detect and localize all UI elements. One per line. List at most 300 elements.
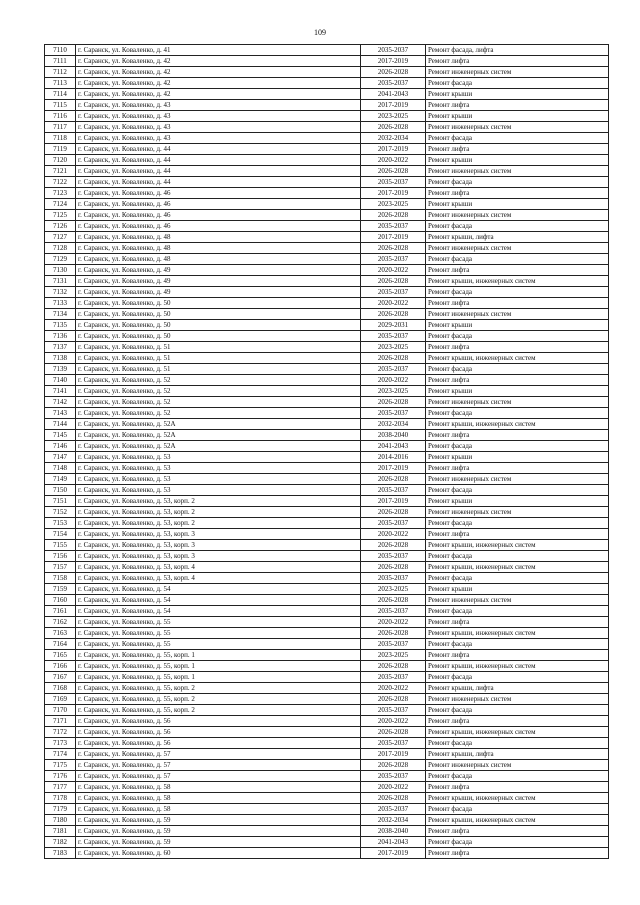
period-cell: 2023-2025 xyxy=(361,584,426,595)
row-number-cell: 7177 xyxy=(45,782,76,793)
period-cell: 2026-2028 xyxy=(361,661,426,672)
row-number-cell: 7156 xyxy=(45,551,76,562)
work-type-cell: Ремонт инженерных систем xyxy=(426,694,609,705)
work-type-cell: Ремонт фасада xyxy=(426,408,609,419)
period-cell: 2026-2028 xyxy=(361,67,426,78)
row-number-cell: 7152 xyxy=(45,507,76,518)
period-cell: 2020-2022 xyxy=(361,375,426,386)
row-number-cell: 7119 xyxy=(45,144,76,155)
row-number-cell: 7112 xyxy=(45,67,76,78)
address-cell: г. Саранск, ул. Коваленко, д. 58 xyxy=(76,804,361,815)
table-row xyxy=(45,595,609,606)
table-row xyxy=(45,760,609,771)
row-number-cell: 7149 xyxy=(45,474,76,485)
address-cell: г. Саранск, ул. Коваленко, д. 51 xyxy=(76,342,361,353)
address-cell: г. Саранск, ул. Коваленко, д. 44 xyxy=(76,155,361,166)
period-cell: 2020-2022 xyxy=(361,155,426,166)
address-cell: г. Саранск, ул. Коваленко, д. 54 xyxy=(76,606,361,617)
work-type-cell: Ремонт крыши xyxy=(426,386,609,397)
period-cell: 2023-2025 xyxy=(361,386,426,397)
work-type-cell: Ремонт лифта xyxy=(426,144,609,155)
address-cell: г. Саранск, ул. Коваленко, д. 55, корп. 2 xyxy=(76,694,361,705)
work-type-cell: Ремонт инженерных систем xyxy=(426,397,609,408)
address-cell: г. Саранск, ул. Коваленко, д. 58 xyxy=(76,793,361,804)
address-cell: г. Саранск, ул. Коваленко, д. 48 xyxy=(76,254,361,265)
address-cell: г. Саранск, ул. Коваленко, д. 46 xyxy=(76,221,361,232)
work-type-cell: Ремонт крыши, инженерных систем xyxy=(426,628,609,639)
period-cell: 2023-2025 xyxy=(361,111,426,122)
table-row xyxy=(45,683,609,694)
address-cell: г. Саранск, ул. Коваленко, д. 55, корп. 1 xyxy=(76,650,361,661)
row-number-cell: 7180 xyxy=(45,815,76,826)
row-number-cell: 7174 xyxy=(45,749,76,760)
address-cell: г. Саранск, ул. Коваленко, д. 43 xyxy=(76,122,361,133)
address-cell: г. Саранск, ул. Коваленко, д. 53 xyxy=(76,463,361,474)
table-row xyxy=(45,408,609,419)
row-number-cell: 7125 xyxy=(45,210,76,221)
row-number-cell: 7161 xyxy=(45,606,76,617)
table-row xyxy=(45,331,609,342)
work-type-cell: Ремонт лифта xyxy=(426,650,609,661)
address-cell: г. Саранск, ул. Коваленко, д. 51 xyxy=(76,364,361,375)
work-type-cell: Ремонт лифта xyxy=(426,826,609,837)
period-cell: 2035-2037 xyxy=(361,177,426,188)
work-type-cell: Ремонт крыши, инженерных систем xyxy=(426,661,609,672)
work-type-cell: Ремонт крыши, инженерных систем xyxy=(426,419,609,430)
row-number-cell: 7163 xyxy=(45,628,76,639)
work-type-cell: Ремонт фасада xyxy=(426,705,609,716)
period-cell: 2026-2028 xyxy=(361,309,426,320)
address-cell: г. Саранск, ул. Коваленко, д. 53, корп. 2 xyxy=(76,507,361,518)
work-type-cell: Ремонт лифта xyxy=(426,56,609,67)
period-cell: 2026-2028 xyxy=(361,562,426,573)
work-type-cell: Ремонт фасада xyxy=(426,606,609,617)
period-cell: 2020-2022 xyxy=(361,617,426,628)
address-cell: г. Саранск, ул. Коваленко, д. 57 xyxy=(76,771,361,782)
work-type-cell: Ремонт фасада xyxy=(426,738,609,749)
work-type-cell: Ремонт лифта xyxy=(426,375,609,386)
table-row xyxy=(45,540,609,551)
table-row xyxy=(45,562,609,573)
address-cell: г. Саранск, ул. Коваленко, д. 59 xyxy=(76,837,361,848)
address-cell: г. Саранск, ул. Коваленко, д. 48 xyxy=(76,243,361,254)
table-row xyxy=(45,672,609,683)
address-cell: г. Саранск, ул. Коваленко, д. 55, корп. 2 xyxy=(76,683,361,694)
address-cell: г. Саранск, ул. Коваленко, д. 46 xyxy=(76,188,361,199)
row-number-cell: 7136 xyxy=(45,331,76,342)
row-number-cell: 7110 xyxy=(45,45,76,56)
table-row xyxy=(45,661,609,672)
row-number-cell: 7123 xyxy=(45,188,76,199)
table-row xyxy=(45,584,609,595)
period-cell: 2023-2025 xyxy=(361,650,426,661)
address-cell: г. Саранск, ул. Коваленко, д. 53, корп. 3 xyxy=(76,551,361,562)
address-cell: г. Саранск, ул. Коваленко, д. 42 xyxy=(76,78,361,89)
row-number-cell: 7138 xyxy=(45,353,76,364)
work-type-cell: Ремонт фасада xyxy=(426,177,609,188)
work-type-cell: Ремонт инженерных систем xyxy=(426,760,609,771)
address-cell: г. Саранск, ул. Коваленко, д. 44 xyxy=(76,144,361,155)
work-type-cell: Ремонт лифта xyxy=(426,342,609,353)
work-type-cell: Ремонт фасада xyxy=(426,254,609,265)
address-cell: г. Саранск, ул. Коваленко, д. 52 xyxy=(76,375,361,386)
table-row xyxy=(45,122,609,133)
address-cell: г. Саранск, ул. Коваленко, д. 53, корп. 2 xyxy=(76,496,361,507)
row-number-cell: 7166 xyxy=(45,661,76,672)
period-cell: 2035-2037 xyxy=(361,331,426,342)
period-cell: 2026-2028 xyxy=(361,595,426,606)
address-cell: г. Саранск, ул. Коваленко, д. 49 xyxy=(76,287,361,298)
table-row xyxy=(45,221,609,232)
row-number-cell: 7129 xyxy=(45,254,76,265)
period-cell: 2035-2037 xyxy=(361,408,426,419)
table-row xyxy=(45,155,609,166)
work-type-cell: Ремонт фасада xyxy=(426,551,609,562)
period-cell: 2041-2043 xyxy=(361,441,426,452)
row-number-cell: 7179 xyxy=(45,804,76,815)
table-row xyxy=(45,78,609,89)
address-cell: г. Саранск, ул. Коваленко, д. 42 xyxy=(76,56,361,67)
row-number-cell: 7170 xyxy=(45,705,76,716)
table-row xyxy=(45,188,609,199)
work-type-cell: Ремонт фасада xyxy=(426,639,609,650)
address-cell: г. Саранск, ул. Коваленко, д. 51 xyxy=(76,353,361,364)
work-type-cell: Ремонт фасада xyxy=(426,573,609,584)
table-row xyxy=(45,452,609,463)
work-type-cell: Ремонт лифта xyxy=(426,848,609,859)
address-cell: г. Саранск, ул. Коваленко, д. 59 xyxy=(76,826,361,837)
row-number-cell: 7148 xyxy=(45,463,76,474)
row-number-cell: 7150 xyxy=(45,485,76,496)
address-cell: г. Саранск, ул. Коваленко, д. 53, корп. 3 xyxy=(76,540,361,551)
address-cell: г. Саранск, ул. Коваленко, д. 55, корп. 2 xyxy=(76,705,361,716)
period-cell: 2026-2028 xyxy=(361,727,426,738)
period-cell: 2017-2019 xyxy=(361,144,426,155)
period-cell: 2026-2028 xyxy=(361,210,426,221)
page-number: 109 xyxy=(314,28,326,37)
address-cell: г. Саранск, ул. Коваленко, д. 50 xyxy=(76,320,361,331)
period-cell: 2035-2037 xyxy=(361,771,426,782)
work-type-cell: Ремонт крыши, инженерных систем xyxy=(426,353,609,364)
work-type-cell: Ремонт крыши xyxy=(426,111,609,122)
table-row xyxy=(45,639,609,650)
work-type-cell: Ремонт лифта xyxy=(426,782,609,793)
period-cell: 2041-2043 xyxy=(361,837,426,848)
address-cell: г. Саранск, ул. Коваленко, д. 57 xyxy=(76,749,361,760)
work-type-cell: Ремонт лифта xyxy=(426,529,609,540)
period-cell: 2020-2022 xyxy=(361,716,426,727)
period-cell: 2026-2028 xyxy=(361,540,426,551)
work-type-cell: Ремонт фасада xyxy=(426,672,609,683)
table-row xyxy=(45,265,609,276)
period-cell: 2035-2037 xyxy=(361,485,426,496)
row-number-cell: 7137 xyxy=(45,342,76,353)
work-type-cell: Ремонт фасада xyxy=(426,771,609,782)
table-row xyxy=(45,375,609,386)
row-number-cell: 7135 xyxy=(45,320,76,331)
table-row xyxy=(45,430,609,441)
work-type-cell: Ремонт лифта xyxy=(426,716,609,727)
row-number-cell: 7182 xyxy=(45,837,76,848)
period-cell: 2032-2034 xyxy=(361,419,426,430)
row-number-cell: 7162 xyxy=(45,617,76,628)
work-type-cell: Ремонт крыши, инженерных систем xyxy=(426,727,609,738)
period-cell: 2035-2037 xyxy=(361,254,426,265)
table-row xyxy=(45,100,609,111)
table-row xyxy=(45,364,609,375)
row-number-cell: 7146 xyxy=(45,441,76,452)
work-type-cell: Ремонт крыши xyxy=(426,155,609,166)
address-cell: г. Саранск, ул. Коваленко, д. 49 xyxy=(76,276,361,287)
work-type-cell: Ремонт крыши, инженерных систем xyxy=(426,276,609,287)
period-cell: 2017-2019 xyxy=(361,100,426,111)
work-type-cell: Ремонт фасада, лифта xyxy=(426,45,609,56)
work-type-cell: Ремонт фасада xyxy=(426,78,609,89)
table-row xyxy=(45,496,609,507)
period-cell: 2017-2019 xyxy=(361,188,426,199)
address-cell: г. Саранск, ул. Коваленко, д. 52 xyxy=(76,386,361,397)
period-cell: 2017-2019 xyxy=(361,56,426,67)
row-number-cell: 7176 xyxy=(45,771,76,782)
row-number-cell: 7118 xyxy=(45,133,76,144)
table-row xyxy=(45,45,609,56)
table-row xyxy=(45,749,609,760)
period-cell: 2020-2022 xyxy=(361,683,426,694)
table-row xyxy=(45,342,609,353)
row-number-cell: 7122 xyxy=(45,177,76,188)
table-row xyxy=(45,144,609,155)
table-row xyxy=(45,309,609,320)
address-cell: г. Саранск, ул. Коваленко, д. 55, корп. 1 xyxy=(76,672,361,683)
period-cell: 2035-2037 xyxy=(361,78,426,89)
row-number-cell: 7114 xyxy=(45,89,76,100)
period-cell: 2026-2028 xyxy=(361,276,426,287)
work-type-cell: Ремонт инженерных систем xyxy=(426,67,609,78)
row-number-cell: 7147 xyxy=(45,452,76,463)
row-number-cell: 7164 xyxy=(45,639,76,650)
period-cell: 2020-2022 xyxy=(361,782,426,793)
work-type-cell: Ремонт крыши, инженерных систем xyxy=(426,793,609,804)
address-cell: г. Саранск, ул. Коваленко, д. 57 xyxy=(76,760,361,771)
table-row xyxy=(45,716,609,727)
address-cell: г. Саранск, ул. Коваленко, д. 43 xyxy=(76,111,361,122)
table-row xyxy=(45,804,609,815)
address-cell: г. Саранск, ул. Коваленко, д. 58 xyxy=(76,782,361,793)
address-cell: г. Саранск, ул. Коваленко, д. 53 xyxy=(76,452,361,463)
work-type-cell: Ремонт крыши, лифта xyxy=(426,232,609,243)
table-row xyxy=(45,199,609,210)
row-number-cell: 7168 xyxy=(45,683,76,694)
row-number-cell: 7139 xyxy=(45,364,76,375)
period-cell: 2026-2028 xyxy=(361,397,426,408)
row-number-cell: 7178 xyxy=(45,793,76,804)
period-cell: 2035-2037 xyxy=(361,221,426,232)
work-type-cell: Ремонт инженерных систем xyxy=(426,474,609,485)
work-type-cell: Ремонт фасада xyxy=(426,837,609,848)
table-row xyxy=(45,507,609,518)
table-row xyxy=(45,617,609,628)
row-number-cell: 7160 xyxy=(45,595,76,606)
table-row xyxy=(45,177,609,188)
row-number-cell: 7157 xyxy=(45,562,76,573)
table-row xyxy=(45,254,609,265)
row-number-cell: 7141 xyxy=(45,386,76,397)
work-type-cell: Ремонт фасада xyxy=(426,441,609,452)
address-cell: г. Саранск, ул. Коваленко, д. 53 xyxy=(76,474,361,485)
period-cell: 2035-2037 xyxy=(361,287,426,298)
work-type-cell: Ремонт крыши, лифта xyxy=(426,683,609,694)
row-number-cell: 7159 xyxy=(45,584,76,595)
work-type-cell: Ремонт фасада xyxy=(426,287,609,298)
address-cell: г. Саранск, ул. Коваленко, д. 60 xyxy=(76,848,361,859)
work-type-cell: Ремонт инженерных систем xyxy=(426,507,609,518)
row-number-cell: 7140 xyxy=(45,375,76,386)
period-cell: 2035-2037 xyxy=(361,551,426,562)
row-number-cell: 7154 xyxy=(45,529,76,540)
work-type-cell: Ремонт инженерных систем xyxy=(426,166,609,177)
work-type-cell: Ремонт лифта xyxy=(426,298,609,309)
row-number-cell: 7113 xyxy=(45,78,76,89)
work-type-cell: Ремонт лифта xyxy=(426,100,609,111)
table-row xyxy=(45,166,609,177)
period-cell: 2032-2034 xyxy=(361,815,426,826)
table-row xyxy=(45,133,609,144)
row-number-cell: 7144 xyxy=(45,419,76,430)
work-type-cell: Ремонт фасада xyxy=(426,133,609,144)
work-type-cell: Ремонт крыши xyxy=(426,320,609,331)
period-cell: 2026-2028 xyxy=(361,628,426,639)
address-cell: г. Саранск, ул. Коваленко, д. 53, корп. 2 xyxy=(76,518,361,529)
work-type-cell: Ремонт фасада xyxy=(426,518,609,529)
period-cell: 2035-2037 xyxy=(361,705,426,716)
period-cell: 2017-2019 xyxy=(361,496,426,507)
row-number-cell: 7126 xyxy=(45,221,76,232)
address-cell: г. Саранск, ул. Коваленко, д. 50 xyxy=(76,298,361,309)
address-cell: г. Саранск, ул. Коваленко, д. 54 xyxy=(76,595,361,606)
table-row xyxy=(45,848,609,859)
row-number-cell: 7155 xyxy=(45,540,76,551)
table-row xyxy=(45,837,609,848)
address-cell: г. Саранск, ул. Коваленко, д. 41 xyxy=(76,45,361,56)
table-row xyxy=(45,771,609,782)
period-cell: 2017-2019 xyxy=(361,463,426,474)
row-number-cell: 7111 xyxy=(45,56,76,67)
row-number-cell: 7183 xyxy=(45,848,76,859)
period-cell: 2026-2028 xyxy=(361,760,426,771)
address-cell: г. Саранск, ул. Коваленко, д. 53 xyxy=(76,485,361,496)
row-number-cell: 7173 xyxy=(45,738,76,749)
table-row xyxy=(45,243,609,254)
address-cell: г. Саранск, ул. Коваленко, д. 52А xyxy=(76,430,361,441)
row-number-cell: 7124 xyxy=(45,199,76,210)
address-cell: г. Саранск, ул. Коваленко, д. 49 xyxy=(76,265,361,276)
table-row xyxy=(45,419,609,430)
row-number-cell: 7127 xyxy=(45,232,76,243)
period-cell: 2035-2037 xyxy=(361,672,426,683)
address-cell: г. Саранск, ул. Коваленко, д. 48 xyxy=(76,232,361,243)
address-cell: г. Саранск, ул. Коваленко, д. 52А xyxy=(76,419,361,430)
work-type-cell: Ремонт инженерных систем xyxy=(426,595,609,606)
period-cell: 2035-2037 xyxy=(361,364,426,375)
period-cell: 2035-2037 xyxy=(361,573,426,584)
period-cell: 2026-2028 xyxy=(361,474,426,485)
row-number-cell: 7153 xyxy=(45,518,76,529)
period-cell: 2017-2019 xyxy=(361,848,426,859)
address-cell: г. Саранск, ул. Коваленко, д. 56 xyxy=(76,716,361,727)
row-number-cell: 7175 xyxy=(45,760,76,771)
period-cell: 2026-2028 xyxy=(361,353,426,364)
work-type-cell: Ремонт инженерных систем xyxy=(426,210,609,221)
work-type-cell: Ремонт крыши xyxy=(426,199,609,210)
work-type-cell: Ремонт лифта xyxy=(426,617,609,628)
table-row xyxy=(45,111,609,122)
work-type-cell: Ремонт крыши xyxy=(426,496,609,507)
period-cell: 2023-2025 xyxy=(361,342,426,353)
table-row xyxy=(45,628,609,639)
address-cell: г. Саранск, ул. Коваленко, д. 42 xyxy=(76,67,361,78)
address-cell: г. Саранск, ул. Коваленко, д. 56 xyxy=(76,738,361,749)
table-row xyxy=(45,67,609,78)
table-row xyxy=(45,441,609,452)
table-row xyxy=(45,727,609,738)
period-cell: 2035-2037 xyxy=(361,804,426,815)
table-row xyxy=(45,573,609,584)
period-cell: 2038-2040 xyxy=(361,826,426,837)
period-cell: 2029-2031 xyxy=(361,320,426,331)
row-number-cell: 7181 xyxy=(45,826,76,837)
row-number-cell: 7167 xyxy=(45,672,76,683)
row-number-cell: 7142 xyxy=(45,397,76,408)
work-type-cell: Ремонт инженерных систем xyxy=(426,122,609,133)
period-cell: 2035-2037 xyxy=(361,518,426,529)
table-row xyxy=(45,89,609,100)
period-cell: 2032-2034 xyxy=(361,133,426,144)
table-row xyxy=(45,463,609,474)
table-row xyxy=(45,606,609,617)
period-cell: 2026-2028 xyxy=(361,694,426,705)
address-cell: г. Саранск, ул. Коваленко, д. 42 xyxy=(76,89,361,100)
period-cell: 2035-2037 xyxy=(361,639,426,650)
work-type-cell: Ремонт инженерных систем xyxy=(426,309,609,320)
work-type-cell: Ремонт лифта xyxy=(426,430,609,441)
table-row xyxy=(45,782,609,793)
period-cell: 2017-2019 xyxy=(361,749,426,760)
table-row xyxy=(45,56,609,67)
period-cell: 2035-2037 xyxy=(361,738,426,749)
period-cell: 2026-2028 xyxy=(361,507,426,518)
period-cell: 2026-2028 xyxy=(361,243,426,254)
address-cell: г. Саранск, ул. Коваленко, д. 53, корп. 3 xyxy=(76,529,361,540)
row-number-cell: 7130 xyxy=(45,265,76,276)
table-row xyxy=(45,210,609,221)
period-cell: 2020-2022 xyxy=(361,298,426,309)
work-type-cell: Ремонт крыши xyxy=(426,89,609,100)
table-row xyxy=(45,694,609,705)
work-type-cell: Ремонт фасада xyxy=(426,331,609,342)
table-row xyxy=(45,793,609,804)
table-row xyxy=(45,529,609,540)
table-row xyxy=(45,485,609,496)
address-cell: г. Саранск, ул. Коваленко, д. 52А xyxy=(76,441,361,452)
table-row xyxy=(45,397,609,408)
period-cell: 2035-2037 xyxy=(361,606,426,617)
period-cell: 2020-2022 xyxy=(361,265,426,276)
row-number-cell: 7121 xyxy=(45,166,76,177)
row-number-cell: 7131 xyxy=(45,276,76,287)
work-type-cell: Ремонт лифта xyxy=(426,265,609,276)
table-row xyxy=(45,815,609,826)
period-cell: 2023-2025 xyxy=(361,199,426,210)
